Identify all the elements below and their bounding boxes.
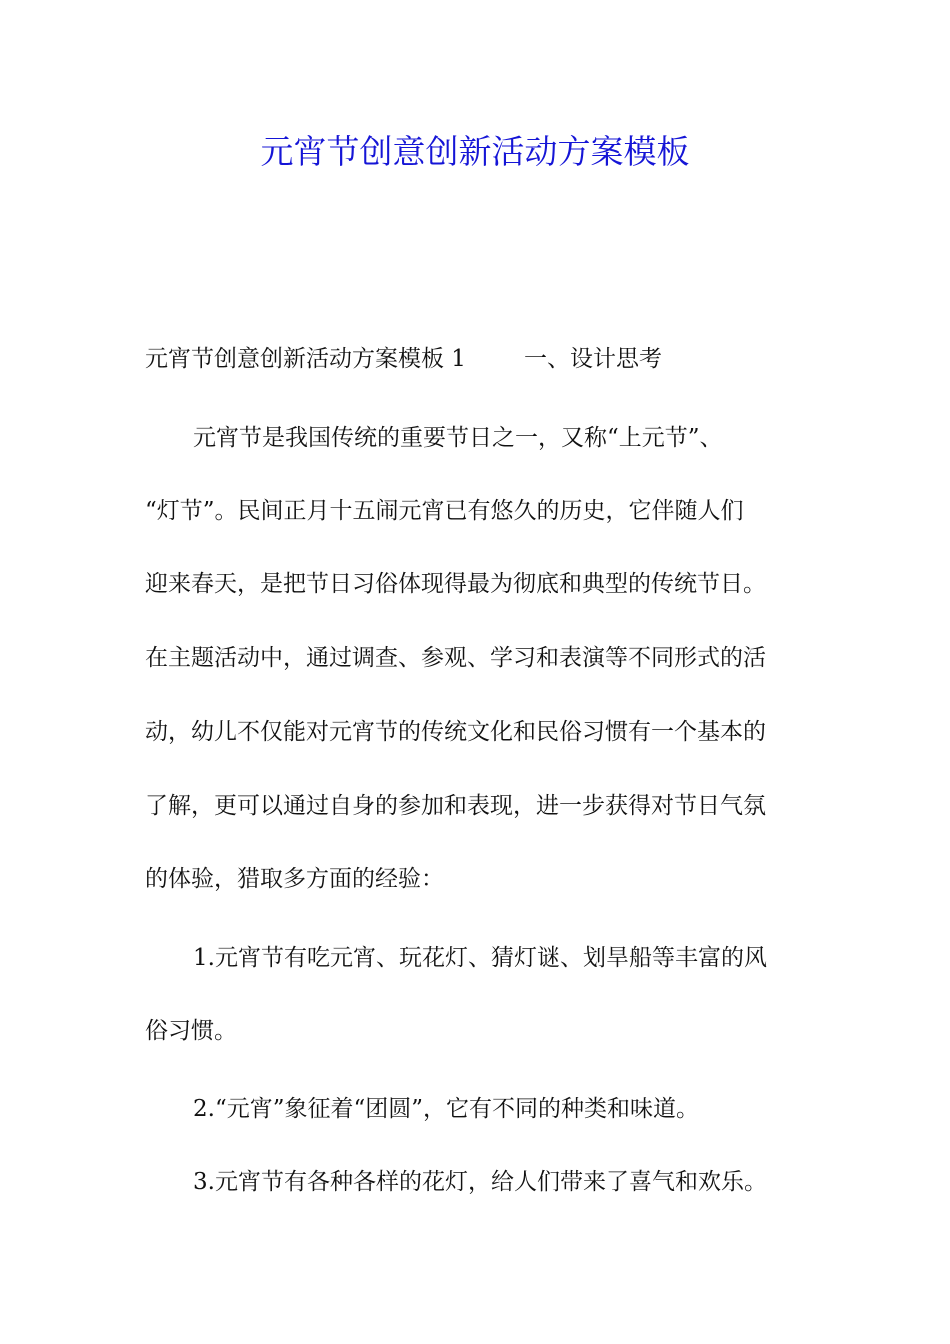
list-item-line: 1.元宵节有吃元宵、玩花灯、猜灯谜、划旱船等丰富的风 (193, 945, 767, 971)
section-heading-line (145, 342, 815, 376)
paragraph-line: 迎来春天，是把节日习俗体现得最为彻底和典型的传统节日。 (145, 571, 766, 597)
document-title: 元宵节创意创新活动方案模板 (260, 132, 690, 171)
list-item-line: 3.元宵节有各种各样的花灯，给人们带来了喜气和欢乐。 (193, 1169, 767, 1195)
template-number-label: 元宵节创意创新活动方案模板 1 (145, 346, 466, 372)
list-item-line: 俗习惯。 (145, 1018, 237, 1044)
list-item-line: 2.“元宵”象征着“团圆”，它有不同的种类和味道。 (193, 1096, 699, 1122)
paragraph-line: 在主题活动中，通过调查、参观、学习和表演等不同形式的活 (145, 645, 766, 671)
paragraph-line: “灯节”。民间正月十五闹元宵已有悠久的历史，它伴随人们 (145, 498, 744, 524)
section-heading: 一、设计思考 (523, 346, 662, 372)
paragraph-line: 元宵节是我国传统的重要节日之一，又称“上元节”、 (193, 425, 723, 451)
paragraph-line: 动，幼儿不仅能对元宵节的传统文化和民俗习惯有一个基本的 (145, 719, 766, 745)
paragraph-line: 的体验，猎取多方面的经验： (145, 866, 444, 892)
paragraph-line: 了解，更可以通过自身的参加和表现，进一步获得对节日气氛 (145, 793, 766, 819)
